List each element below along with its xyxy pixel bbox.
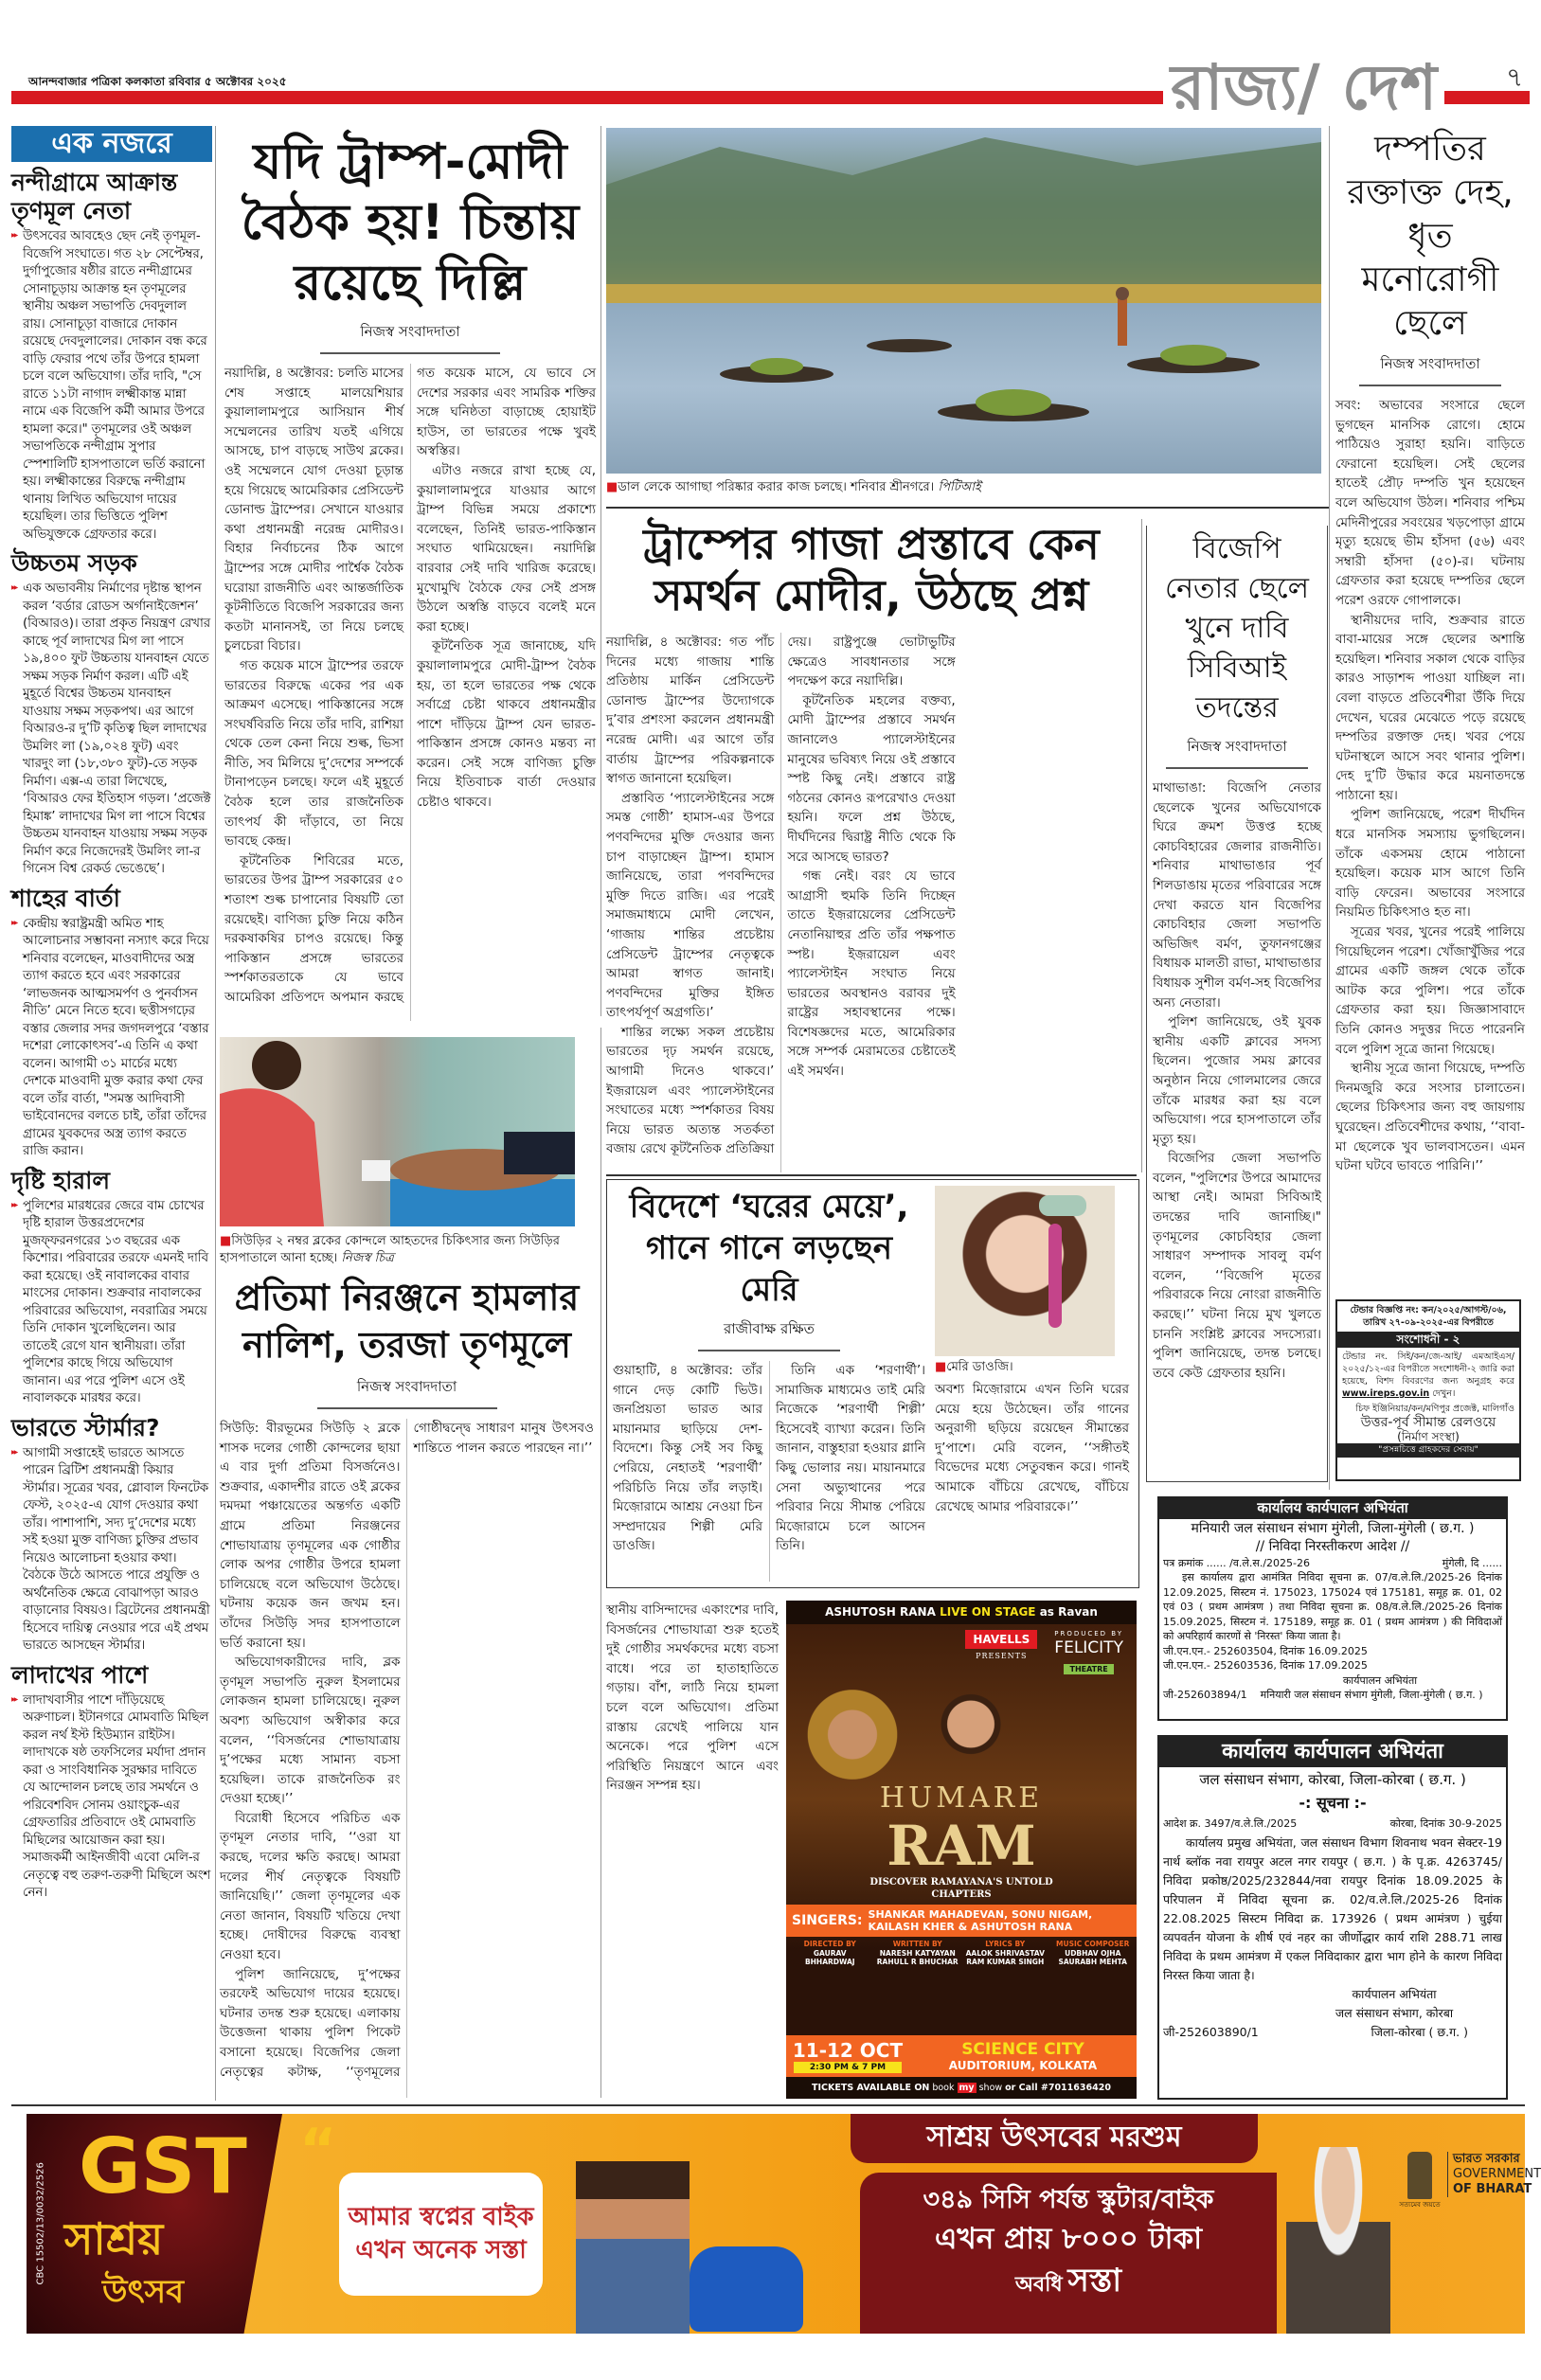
credit-role: WRITTEN BY bbox=[892, 1940, 942, 1948]
story-headline: বিজেপি নেতার ছেলে খুনে দাবি সিবিআই তদন্তের bbox=[1164, 532, 1310, 725]
notice-body: कार्यालय प्रमुख अभियंता, जल संसाधन विभाग शिवनाथ भवन सेक्टर-19 नार्थ ब्लॉक नवा रायपुर अटल नगर रायपुर ( छ.ग. ) के पृ.क्र. 4263745/निविदा प्रकोष्ठ/2025/232844/नवा रायपुर दिनांक 18.09.2025 के परिपालन में निविदा सूचना क्र. 02/व.ले.लि./2025-26 दिनांक 22.08.2025 सिस्टम निविदा क्र. 173926 ( प्रथम आमंत्रण ) चुईया व्यपवर्तन योजना के शीर्ष एवं नहर का जीर्णोद्धार कार्य राशि 288.71 लाख निविदा के प्रथम आमंत्रण में एकल निविदाकार द्वारा भाग होने के कारण निविदा निरस्त किया जाता है। bbox=[1163, 1835, 1502, 1982]
notice-org: मनियारी जल संसाधन संभाग मुंगेली, जिला-मुंगेली ( छ.ग. ) bbox=[1191, 1520, 1475, 1536]
sidebar-item-headline: দৃষ্টি হারাল bbox=[11, 1166, 110, 1194]
byline: নিজস্ব সংবাদদাতা bbox=[1359, 353, 1501, 386]
divider bbox=[606, 507, 1329, 509]
column-rule bbox=[1329, 126, 1330, 1490]
story-body bbox=[224, 364, 596, 1021]
felicity-theatre: THEATRE bbox=[1064, 1664, 1113, 1674]
story-gaza bbox=[606, 519, 1137, 1172]
railway-name: উত্তর-পূর্ব সীমান্ত রেলওয়ে bbox=[1360, 1415, 1496, 1430]
notice-sign: कार्यपालन अभियंता bbox=[1342, 1673, 1418, 1687]
story-headline: যদি ট্রাম্প-মোদী বৈঠক হয়! চিন্তায় রয়েছে দিল্লি bbox=[241, 134, 580, 312]
ad-dates: 11-12 OCT bbox=[792, 2039, 904, 2062]
felicity-logo: FELICITY bbox=[1054, 1638, 1123, 1657]
credit-role: DIRECTED BY bbox=[803, 1940, 856, 1948]
ad-credit bbox=[876, 1940, 959, 1967]
notice-sign: जिला-कोरबा ( छ.ग. ) bbox=[1371, 2025, 1468, 2039]
sidebar-item-body: ▶▶ উৎসবের আবহেও ছেদ নেই তৃণমূল-বিজেপি সংঘাতে। গত ২৮ সেপ্টেম্বর, দুর্গাপুজোর ষষ্ঠীর রাতে নন্দীগ্রামের সোনাচূড়ায় আক্রান্ত হন তৃণমূলের স্থানীয় অঞ্চল সভাপতি দেবদুলাল রায়। সোনাচূড়া বাজারে দোকান রয়েছে দেবদুলালের। দোকান বন্ধ করে বাড়ি ফেরার পথে তাঁর উপরে হামলা চলে বলে অভিযোগ। তাঁর দাবি, "সে রাতে ১১টা নাগাদ লক্ষ্মীকান্ত মান্না নামে এক বিজেপি কর্মী আমার উপরে হামলা করে।" তৃণমূলের ওই অঞ্চল সভাপতিকে নন্দীগ্রাম সুপার স্পেশালিটি হাসপাতালে ভর্তি করানো হয়। লক্ষ্মীকান্তের বিরুদ্ধে নন্দীগ্রাম থানায় লিখিত অভিযোগ দায়ের হয়েছিল। তার ভিত্তিতে পুলিশ অভিযুক্তকে গ্রেফতার করে। bbox=[11, 227, 212, 543]
ad-credit bbox=[788, 1940, 871, 1967]
ad-venue: SCIENCE CITY bbox=[961, 2039, 1084, 2059]
sidebar-item-headline: লাদাখের পাশে bbox=[11, 1660, 149, 1689]
credit-names: NARESH KATYAYAN RAHULL R BHUCHAR bbox=[876, 1948, 959, 1966]
notice-sign: कार्यपालन अभियंता bbox=[1352, 1987, 1437, 2001]
story-paragraph: কূটনৈতিক সূত্র জানাচ্ছে, যদি কুয়ালালামপুরে মোদী-ট্রাম্প বৈঠক হয়, তা হলে ভারতের পক্ষ থেকে সর্বাগ্রে চেষ্টা থাকবে প্রধানমন্ত্রীর পাশে দাঁড়িয়ে ট্রাম্প যেন ভারত-পাকিস্তান প্রসঙ্গে কোনও মন্তব্য না করেন। সেই সঙ্গে বাণিজ্য চুক্তি নিয়ে ইতিবাচক বার্তা দেওয়ার চেষ্টাও থাকবে। bbox=[417, 638, 596, 811]
column-rule bbox=[600, 1028, 601, 2098]
emblem-motto: সত্যমেব জয়তে bbox=[1399, 2201, 1441, 2209]
singers-list: SHANKAR MAHADEVAN, SONU NIGAM, KAILASH KHER & ASHUTOSH RANA bbox=[868, 1908, 1093, 1933]
sidebar-item-body: ▶▶ আগামী সপ্তাহেই ভারতে আসতে পারেন ব্রিটিশ প্রধানমন্ত্রী কিয়ার স্টার্মার। সূত্রের খবর, গ্লোবাল ফিনটেক ফেস্ট, ২০২৫-এ যোগ দেওয়ার কথা তাঁর। পাশাপাশি, সদ্য দু’দেশের মধ্যে সই হওয়া মুক্ত বাণিজ্য চুক্তির প্রভাব নিয়েও আলোচনা হওয়ার কথা। বৈঠকে উঠে আসতে পারে প্রযুক্তি ও অর্থনৈতিক ক্ষেত্রে বোঝাপড়া আরও বাড়ানোর বিষয়ও। ব্রিটেনের প্রধানমন্ত্রী হিসেবে দায়িত্ব নেওয়ার পরে এই প্রথম ভারতে আসছেন স্টার্মার। bbox=[11, 1444, 212, 1655]
story-mary bbox=[606, 1179, 1139, 1588]
lake-boats-illustration bbox=[606, 128, 1321, 474]
photo-credit: পিটিআই bbox=[938, 480, 981, 494]
story-body bbox=[1153, 778, 1321, 1477]
gst-brand-c: উৎসব bbox=[102, 2273, 185, 2311]
hair-bow bbox=[1039, 1195, 1086, 1216]
bms-show: show bbox=[978, 2083, 1003, 2093]
sidebar-at-a-glance bbox=[11, 126, 216, 2101]
ad-venue-city: AUDITORIUM, KOLKATA bbox=[948, 2058, 1098, 2072]
dateline: কলকাতা রবিবার ৫ অক্টোবর ২০২৫ bbox=[125, 75, 287, 88]
story-paragraph: পুলিশ জানিয়েছে, দু’পক্ষের তরফেই অভিযোগ দায়ের হয়েছে। ঘটনার তদন্ত শুরু হয়েছে। এলাকায় উত্তেজনা থাকায় পুলিশ পিকেট বসানো হয়েছে। বিজেপির জেলা নেতৃত্বের কটাক্ষ, ‘‘তৃণমূলের গোষ্ঠীদ্বন্দ্বে সাধারণ মানুষ উৎসবও শান্তিতে পালন করতে পারছেন না।’’ bbox=[220, 1421, 594, 2080]
story-body bbox=[606, 633, 1137, 1172]
story-paragraph: নয়াদিল্লি, ৪ অক্টোবর: গত পাঁচ দিনের মধ্যে গাজায় শান্তি প্রতিষ্ঠায় মার্কিন প্রেসিডেন্ট ডোনাল্ড ট্রাম্পের উদ্যোগকে দু’বার প্রশংসা করলেন প্রধানমন্ত্রী নরেন্দ্র মোদী। এর আগে তাঁর বার্তায় ট্রাম্পের পরিকল্পনাকে স্বাগত জানানো হয়েছিল। bbox=[606, 635, 775, 787]
sidebar-item bbox=[11, 1661, 212, 1902]
ad-produced-by: PRODUCED BY bbox=[1054, 1630, 1123, 1637]
caption-text: ডাল লেকে আগাছা পরিষ্কার করার কাজ চলছে। শনিবার শ্রীনগরে। bbox=[618, 480, 935, 494]
sidebar-title: এক নজরে bbox=[11, 126, 212, 162]
young-man-photo bbox=[576, 2161, 690, 2334]
byline: নিজস্ব সংবাদদাতা bbox=[317, 1376, 497, 1409]
ad-tagline: DISCOVER RAMAYANA'S UNTOLD CHAPTERS bbox=[869, 1877, 1053, 1900]
bms-book: book bbox=[932, 2083, 955, 2093]
gov-en-2: OF BHARAT bbox=[1453, 2182, 1532, 2196]
notice-subtitle: সংশোধনী - ২ bbox=[1337, 1332, 1519, 1348]
ad-code: CBC 15502/13/0032/2526 bbox=[35, 2162, 46, 2285]
credit-names: AALOK SHRIVASTAV RAM KUMAR SINGH bbox=[965, 1948, 1045, 1966]
national-emblem-icon bbox=[1407, 2152, 1432, 2199]
photo-caption bbox=[220, 1233, 584, 1267]
havells-logo: HAVELLS bbox=[965, 1630, 1037, 1649]
ad-gst-savings[interactable] bbox=[27, 2114, 1541, 2334]
sidebar-item-body: ▶▶ কেন্দ্রীয় স্বরাষ্ট্রমন্ত্রী অমিত শাহ আলোচনার সম্ভাবনা নস্যাৎ করে দিয়ে শনিবার বলেছেন, মাওবাদীদের অস্ত্র ত্যাগ করতে হবে এবং সরকারের ‘লাভজনক আত্মসমর্পণ ও পুনর্বাসন নীতি’ মেনে নিতে হবে। ছত্তীসগঢ়ের বস্তার জেলার সদর জগদলপুরে ‘বস্তার দশেরা লোকোৎসব’-এ তিনি এ কথা বলেন। আগামী ৩১ মার্চের মধ্যে দেশকে মাওবাদী মুক্ত করার কথা ফের বলে তাঁর বার্তা, "সমস্ত আদিবাসী ভাইবোনদের বলতে চাই, তাঁরা তাঁদের গ্রামের যুবকদের অস্ত্র ত্যাগ করতে রাজি করান। bbox=[11, 915, 212, 1160]
caption-text: সিউড়ির ২ নম্বর ব্লকের কোন্দলে আহতদের চিকিৎসার জন্য সিউড়ির হাসপাতালে আনা হচ্ছে। bbox=[220, 1234, 560, 1265]
gst-brand-b: সাশ্রয় bbox=[64, 2213, 164, 2264]
notice-title: -: सूचना :- bbox=[1299, 1794, 1367, 1812]
story-body bbox=[1335, 396, 1525, 1293]
notice-org: जल संसाधन संभाग, कोरबा, जिला-कोरबा ( छ.ग. ) bbox=[1199, 1771, 1466, 1788]
notice-heading: कार्यालय कार्यपालन अभियंता bbox=[1159, 1737, 1506, 1767]
story-bjp-cbi bbox=[1146, 526, 1328, 1482]
credit-role: LYRICS BY bbox=[985, 1940, 1026, 1948]
notice-ref: आदेश क्र. 3497/व.ले.लि./2025 bbox=[1163, 1817, 1298, 1830]
ad-banner-title: সাশ্রয় উৎসবের মরশুম bbox=[851, 2114, 1258, 2163]
story-pratima bbox=[220, 1274, 594, 2098]
sidebar-item-body: ▶▶ পুলিশের মারধরের জেরে বাম চোখের দৃষ্টি হারাল উত্তরপ্রদেশের মুজফ্‌ফরনগরের ১৩ বছরের এক কিশোর। পরিবারের তরফে এমনই দাবি করা হয়েছে। ওই নাবালকের বাবার মাংসের দোকান। শুক্রবার নাবালকের পরিবারের অভিযোগ, নবরাত্রির সময়ে তিনি দোকান খুলেছিলেন। আর তাতেই রেগে যান স্থানীয়রা। তাঁরা পুলিশের কাছে গিয়ে অভিযোগ জানান। এর পরে পুলিশ এসে ওই নাবালককে মারধর করে। bbox=[11, 1197, 212, 1407]
notice-mungeli bbox=[1157, 1496, 1508, 1721]
story-headline: বিদেশে ‘ঘরের মেয়ে’, গানে গানে লড়ছেন মেরি bbox=[629, 1188, 909, 1309]
story-paragraph: পুলিশ জানিয়েছে, ওই যুবক স্থানীয় একটি ক্লাবের সদস্য ছিলেন। পুজোর সময় ক্লাবের অনুষ্ঠান নিয়ে গোলমালের জেরে তাঁকে মারধর করা হয় বলে অভিযোগ। পরে হাসপাতালে তাঁর মৃত্যু হয়। bbox=[1153, 1014, 1321, 1147]
column-rule bbox=[600, 126, 601, 1016]
story-paragraph: বিজেপির জেলা সভাপতি বলেন, "পুলিশের উপরে আমাদের আস্থা নেই। আমরা সিবিআই তদন্তের দাবি জানাচ্ছি।" তৃণমূলের কোচবিহার জেলা সাধারণ সম্পাদক সাবলু বর্মণ বলেন, ‘‘বিজেপি মৃতের পরিবারকে নিয়ে নোংরা রাজনীতি করছে।’’ ঘটনা নিয়ে মুখ খুলতে চাননি সংশ্লিষ্ট ক্লাবের সদস্যেরা। পুলিশ জানিয়েছে, তদন্ত চলছে। তবে কেউ গ্রেফতার হয়নি। bbox=[1153, 1151, 1321, 1381]
ad-role: as Ravan bbox=[1039, 1605, 1098, 1619]
ad-humare-ram[interactable] bbox=[786, 1601, 1137, 2099]
photo-credit: নিজস্ব চিত্র bbox=[341, 1251, 394, 1265]
sidebar-item bbox=[11, 885, 212, 1160]
story-pratima-continued bbox=[606, 1601, 779, 2098]
notice-title: // निविदा निरस्तीकरण आदेश // bbox=[1255, 1538, 1410, 1554]
sidebar-item-body: ▶▶ লাদাখবাসীর পাশে দাঁড়িয়েছে অরুণাচল। ইটানগরে মোমবাতি মিছিল করল নর্থ ইস্ট হিউম্যান রাইটস। লাদাখকে ষষ্ঠ তফসিলের মর্যাদা প্রদান করা ও সাংবিধানিক সুরক্ষার দাবিতে যে আন্দোলন চলছে তার সমর্থনে ও পরিবেশবিদ সোনম ওয়াংচুক-এর গ্রেফতারির প্রতিবাদে ওই মোমবাতি মিছিলের আয়োজন করা হয়। সমাজকর্মী আইনজীবী এবো মেলি-র নেতৃত্বে বহু তরুণ-তরুণী মিছিলে অংশ নেন। bbox=[11, 1691, 212, 1902]
story-paragraph: নয়াদিল্লি, ৪ অক্টোবর: চলতি মাসের শেষ সপ্তাহে মালয়েশিয়ার কুয়ালালামপুরে আসিয়ান শীর্ষ সম্মেলনের তারিখ যতই এগিয়ে আসছে, চাপ বাড়ছে সাউথ ব্লকের। ওই সম্মেলনে যোগ দেওয়া চূড়ান্ত হয়ে গিয়েছে আমেরিকার প্রেসিডেন্ট ডোনাল্ড ট্রাম্পের। সেখানে যাওয়ার কথা প্রধানমন্ত্রী নরেন্দ্র মোদীরও। বিহার নির্বাচনের ঠিক আগে ট্রাম্পের সঙ্গে মোদীর পার্শ্বৈক বৈঠক ঘরোয়া রাজনীতি এবং আন্তর্জাতিক কূটনীতিতে বিজেপি সরকারের জন্য কতটা মানানসই, তা নিয়ে চলছে চুলচেরা বিচার। bbox=[224, 366, 403, 654]
ad-presents: PRESENTS bbox=[976, 1652, 1028, 1660]
notice-signatory: চিফ ইঞ্জিনিয়ার/কন/মণিপুর প্রজেক্ট, মালিগাঁও bbox=[1355, 1404, 1514, 1414]
ad-title-humare: HUMARE bbox=[879, 1781, 1044, 1815]
photo-caption bbox=[606, 479, 1321, 496]
sidebar-item bbox=[11, 1167, 212, 1407]
story-headline: দম্পতির রক্তাক্ত দেহ, ধৃত মনোরোগী ছেলে bbox=[1347, 130, 1514, 343]
notice-gnn: जी.एन.एन.- 252603504, दिनांक 16.09.2025 bbox=[1163, 1644, 1368, 1657]
divider bbox=[11, 2104, 1525, 2106]
sidebar-item-headline: নন্দীগ্রামে আক্রান্ত তৃণমূল নেতা bbox=[11, 169, 178, 224]
story-paragraph: শান্তির লক্ষ্যে সকল প্রচেষ্টায় ভারতের দৃঢ় সমর্থন রয়েছে, আগামী দিনেও থাকবে।’ ইজ়রায়েল এবং প্যালেস্টাইনের সংঘাতের মধ্যে স্পর্শকাতর বিষয় নিয়ে ভারত অত্যন্ত সতর্কতা বজায় রেখে কূটনৈতিক প্রতিক্রিয়া দেয়। রাষ্ট্রপুঞ্জে ভোটাভুটির ক্ষেত্রেও সাবধানতার সঙ্গে পদক্ষেপ করে নয়াদিল্লি। bbox=[606, 635, 956, 1157]
sidebar-item-headline: ভারতে স্টার্মার? bbox=[11, 1413, 160, 1441]
ad-credit bbox=[1051, 1940, 1135, 1967]
ad-figures bbox=[786, 1677, 1137, 1781]
masthead-dateline bbox=[28, 74, 286, 93]
pink-hair-streak bbox=[1048, 1224, 1062, 1328]
gov-hindi: ভারত সরকার bbox=[1453, 2152, 1520, 2166]
notice-sign: जल संसाधन संभाग, कोरबा bbox=[1335, 2006, 1454, 2020]
ram-figure bbox=[919, 1677, 1023, 1781]
notice-gnn: जी.एन.एन.- 252603536, दिनांक 17.09.2025 bbox=[1163, 1659, 1368, 1672]
ad-offer-cheap: সস্তা bbox=[1067, 2262, 1122, 2299]
sidebar-item-body: ▶▶ এক অভাবনীয় নির্মাণের দৃষ্টান্ত স্থাপন করল ‘বর্ডার রোডস অর্গানাইজেশন’ (বিআরও)। তারা প্রকৃত নিয়ন্ত্রণ রেখার কাছে পূর্ব লাদাখের মিগ লা পাসে ১৯,৪০০ ফুট উচ্চতায় যানবাহন যেতে সক্ষম সড়ক নির্মাণ করল। এটি এই মুহূর্তে বিশ্বের উচ্চতম যানবাহন যাওয়ায় সক্ষম সড়কপথ। এর আগে বিআরও-র দু’টি কৃতিত্ব ছিল লাদাখের উমলিং লা (১৯,০২৪ ফুট) এবং খারদুং লা (১৮,৩৮০ ফুট)-তে সড়ক নির্মাণ। এক্স-এ তারা লিখেছে, ‘বিআরও ফের ইতিহাস গড়ল। ‘প্রজেক্ট হিমাঙ্ক’ লাদাখের মিগ লা পাসে বিশ্বের উচ্চতম যানবাহন যাওয়ায় সক্ষম সড়ক নির্মাণ করে নিজেদেরই উমলিং লা-র গিনেস বিশ্ব রেকর্ড ভেঙেছে’। bbox=[11, 580, 212, 878]
motorbike-photo bbox=[690, 2246, 803, 2332]
hospital-scene-illustration bbox=[220, 1037, 575, 1226]
story-paragraph: সবং: অভাবের সংসারে ছেলে ভুগছেন মানসিক রোগে। হোমে পাঠিয়েও সুরাহা হয়নি। বাড়িতে ফেরানো হয়েছিল। সেই ছেলের হাতেই প্রৌঢ় দম্পতি খুন হয়েছেন বলে অভিযোগ উঠল। শনিবার পশ্চিম মেদিনীপুরের সবংয়ের খড়পোড়া গ্রামে মৃত্যু হয়েছে ভীম হাঁসদা (৫৬) এবং সম্বারী হাঁসদা (৫০)-র। ঘটনায় গ্রেফতার করা হয়েছে দম্পতির ছেলে পরেশ ওরফে গোপালকে। bbox=[1335, 398, 1525, 608]
tender-number: টেন্ডার বিজ্ঞপ্তি নং: কন/২০২৫/আগস্ট/০৬, তারিখ ২৭-০৯-২০২৫-এর বিপরীতে bbox=[1350, 1305, 1507, 1328]
gst-logo: GST bbox=[79, 2122, 247, 2210]
railway-tagline: "প্রসন্নচিত্তে গ্রাহকদের সেবায়" bbox=[1337, 1443, 1519, 1458]
story-paragraph: বিরোধী হিসেবে পরিচিত এক তৃণমূল নেতার দাবি, ‘‘ওরা যা করছে, দলের ক্ষতি করছে। আমরা দলের শীর্ষ নেতৃত্বকে বিষয়টি জানিয়েছি।’’ জেলা তৃণমূলের এক নেতা জানান, বিষয়টি খতিয়ে দেখা হচ্ছে। দোষীদের বিরুদ্ধে ব্যবস্থা নেওয়া হবে। bbox=[220, 1810, 401, 1963]
sidebar-item bbox=[11, 549, 212, 878]
paper-name: আনন্দবাজার পত্রিকা bbox=[28, 75, 122, 88]
ad-offer-line2: এখন প্রায় ৮০০০ টাকা bbox=[934, 2222, 1203, 2256]
notice-body: টেন্ডার নং. সিই/কন/জে-আই/ এমআইএস/ ২০২৫/১২-এর বিপরীতে সংশোধনী-২ জারি করা হয়েছে, বিশদ বিবরণের জন্য অনুগ্রহ করে bbox=[1342, 1351, 1514, 1387]
story-paragraph: গত কয়েক মাসে ট্রাম্পের তরফে ভারতের বিরুদ্ধে একের পর এক আক্রমণ এসেছে। পাকিস্তানের সঙ্গে সংঘর্ষবিরতি নিয়ে তাঁর দাবি, রাশিয়া থেকে তেল কেনা নিয়ে শুল্ক, ভিসা নীতি, সব মিলিয়ে দু’দেশের সম্পর্কে টানাপড়েন চলছে। ফলে এই মুহূর্তে বৈঠক হলে তার রাজনৈতিক তাৎপর্য কী দাঁড়াবে, তা নিয়ে ভাবছে কেন্দ্র। bbox=[224, 657, 403, 850]
notice-railway-tender bbox=[1335, 1299, 1521, 1481]
gov-en-1: GOVERNMENT bbox=[1453, 2167, 1541, 2181]
story-body bbox=[613, 1361, 925, 1582]
ad-actor: ASHUTOSH RANA bbox=[825, 1605, 936, 1619]
story-paragraph: স্থানীয় বাসিন্দাদের একাংশের দাবি, বিসর্জনের শোভাযাত্রা শুরু হতেই দুই গোষ্ঠীর সমর্থকদের মধ্যে বচসা বাধে। পরে তা হাতাহাতিতে গড়ায়। বাঁশ, লাঠি নিয়ে হামলা চলে বলে অভিযোগ। প্রতিমা রাস্তায় রেখেই পালিয়ে যান অনেকে। পরে পুলিশ এসে পরিস্থিতি নিয়ন্ত্রণে আনে এবং নিরঞ্জন সম্পন্ন হয়। bbox=[606, 1602, 779, 1794]
sidebar-item-headline: উচ্চতম সড়ক bbox=[11, 549, 137, 577]
singers-label: SINGERS: bbox=[792, 1913, 863, 1928]
story-paragraph: কূটনৈতিক মহলের বক্তব্য, মোদী ট্রাম্পের প্রস্তাবে সমর্থন জানালেও প্যালেস্টাইনের মানুষের ভবিষ্যৎ নিয়ে ওই প্রস্তাবে স্পষ্ট কিছু নেই। প্রস্তাবে রাষ্ট্র গঠনের কোনও রূপরেখাও দেওয়া হয়নি। ফলে প্রশ্ন উঠছে, দীর্ঘদিনের দ্বিরাষ্ট্র নীতি থেকে কি সরে আসছে ভারত? bbox=[787, 692, 956, 865]
story-body bbox=[220, 1419, 594, 2098]
photo-hospital bbox=[220, 1037, 575, 1226]
story-paragraph: সিউড়ি: বীরভূমের সিউড়ি ২ ব্লকে শাসক দলের গোষ্ঠী কোন্দলের ছায়া এ বার দুর্গা প্রতিমা বিসর্জনেও। শুক্রবার, একাদশীর রাতে ওই ব্লকের দমদমা পঞ্চায়েতের অন্তর্গত একটি গ্রামে প্রতিমা নিরঞ্জনের শোভাযাত্রায় তৃণমূলের এক গোষ্ঠীর লোক অপর গোষ্ঠীর উপরে হামলা চালিয়েছে বলে অভিযোগ উঠেছে। ঘটনায় কয়েক জন জখম হন। তাঁদের সিউড়ি সদর হাসপাতালে ভর্তি করানো হয়। bbox=[220, 1421, 401, 1651]
story-headline: ট্রাম্পের গাজা প্রস্তাবে কেন সমর্থন মোদীর, উঠছে প্রশ্ন bbox=[643, 519, 1100, 620]
ad-live: LIVE ON STAGE bbox=[940, 1605, 1036, 1619]
story-paragraph: গন্ধ নেই। বরং যে ভাবে আগ্রাসী হুমকি তিনি দিচ্ছেন তাতে ইজ়রায়েলের প্রেসিডেন্ট নেতানিয়াহুর প্রতি তাঁর পক্ষপাত স্পষ্ট। ইজ়রায়েল এবং প্যালেস্টাইন সংঘাত নিয়ে ভারতের অবস্থানও বরাবর দুই রাষ্ট্রের সহাবস্থানের পক্ষে। বিশেষজ্ঞদের মতে, আমেরিকার সঙ্গে সম্পর্ক মেরামতের চেষ্টাতেই এই সমর্থন। bbox=[787, 868, 956, 1080]
sidebar-item bbox=[11, 1414, 212, 1655]
notice-body: इस कार्यालय द्वारा आमंत्रित निविदा सूचना क्र. 07/व.ले.लि./2025-26 दिनांक 12.09.2025, सिस्टम नं. 175023, 175024 एवं 175181, समूह क्र. 01, 02 एवं 03 ( प्रथम आमंत्रण ) तथा निविदा सूचना क्र. 08/व.ले.लि./2025-26 दिनांक 15.09.2025, सिस्टम नं. 175189, समूह क्र. 01 ( प्रथम आमंत्रण ) की निविदाओं को अपरिहार्य कारणों से 'निरस्त' किया जाता है। bbox=[1163, 1571, 1502, 1642]
notice-place: कोरबा, दिनांक 30-9-2025 bbox=[1389, 1817, 1502, 1830]
column-rule bbox=[1141, 519, 1142, 1172]
photo-caption: ■ মেরি ডাওজি। bbox=[935, 1359, 1129, 1376]
notice-footer-org: मनियारी जल संसाधन संभाग मुंगेली, जिला-मुंगेली ( छ.ग. ) bbox=[1260, 1689, 1483, 1701]
story-paragraph: পুলিশ জানিয়েছে, পরেশ দীর্ঘদিন ধরে মানসিক সমস্যায় ভুগছিলেন। তাঁকে একসময় হোমে পাঠানো হয়েছিল। কয়েক মাস আগে তিনি বাড়ি ফেরেন। অভাবের সংসারে নিয়মিত চিকিৎসাও হত না। bbox=[1335, 807, 1525, 921]
story-paragraph: কূটনৈতিক শিবিরের মতে, ভারতের উপর ট্রাম্প সরকারের ৫০ শতাংশ শুল্ক চাপানোর বিষয়টি তো রয়েছেই। বাণিজ্য চুক্তি নিয়ে কঠিন দরকষাকষির চাপও রয়েছে। কিন্তু পাকিস্তান প্রসঙ্গে ভারতের স্পর্শকাতরতাকে যে ভাবে আমেরিকা প্রতিপদে অপমান করছে গত কয়েক মাসে, যে ভাবে সে দেশের সরকার এবং সামরিক শক্তির সঙ্গে ঘনিষ্ঠতা বাড়াচ্ছে হোয়াইট হাউস, তা ভারতের পক্ষে খুবই অস্বস্তির। bbox=[224, 366, 596, 1005]
story-paragraph: স্থানীয় সূত্রে জানা গিয়েছে, দম্পতি দিনমজুরি করে সংসার চালাতেন। ছেলের চিকিৎসার জন্য বহু জায়গায় ঘুরেছেন। প্রতিবেশীদের কথায়, ‘‘বাবা-মা ছেলেকে খুব ভালবাসতেন। এমন ঘটনা ঘটবে ভাবতে পারিনি।’’ bbox=[1335, 1061, 1526, 1174]
notice-ref: पत्र क्रमांक ...... /व.ले.स./2025-26 bbox=[1163, 1556, 1310, 1569]
credit-role: MUSIC COMPOSER bbox=[1056, 1940, 1130, 1948]
pm-photo bbox=[1286, 2147, 1390, 2334]
photo-mary bbox=[935, 1186, 1115, 1356]
story-paragraph: স্থানীয়দের দাবি, শুক্রবার রাতে বাবা-মায়ের সঙ্গে ছেলের অশান্তি হয়েছিল। শনিবার সকাল থেকে বাড়ির কারও সাড়াশব্দ পাওয়া যাচ্ছিল না। বেলা বাড়তে প্রতিবেশীরা উঁকি দিয়ে দেখেন, ঘরের মেঝেতে পড়ে রয়েছে দম্পতির রক্তাক্ত দেহ। খবর পেয়ে ঘটনাস্থলে আসে সবং থানার পুলিশ। দেহ দু’টি উদ্ধার করে ময়নাতদন্তে পাঠানো হয়। bbox=[1335, 612, 1525, 803]
ad-phone: or Call #7011636420 bbox=[1005, 2083, 1111, 2093]
ad-offer-line1: ৩৪৯ সিসি পর্যন্ত স্কুটার/বাইক bbox=[923, 2185, 1214, 2214]
notice-korba bbox=[1157, 1735, 1508, 2100]
ireps-link[interactable]: www.ireps.gov.in bbox=[1342, 1388, 1430, 1399]
page-number: ৭ bbox=[1506, 62, 1524, 93]
ad-title-ram: RAM bbox=[887, 1814, 1036, 1878]
ad-credit bbox=[963, 1940, 1047, 1967]
photo-dal-lake bbox=[606, 128, 1321, 474]
story-paragraph: সূত্রের খবর, খুনের পরেই পালিয়ে গিয়েছিলেন পরেশ। খোঁজাখুঁজির পরে গ্রামের একটি জঙ্গল থেকে তাঁকে আটক করে পুলিশ। পরে তাঁকে গ্রেফতার করা হয়। জিজ্ঞাসাবাদে তিনি কোনও সদুত্তর দিতে পারেননি বলে পুলিশ সূত্রে জানা গিয়েছে। bbox=[1335, 924, 1525, 1057]
notice-place: मुंगेली, दि ...... bbox=[1442, 1556, 1502, 1569]
credit-names: GAURAV BHHARDWAJ bbox=[804, 1948, 855, 1966]
divider bbox=[606, 1174, 1137, 1176]
notice-body-suffix: দেখুন। bbox=[1432, 1388, 1456, 1399]
sidebar-item-headline: শাহের বার্তা bbox=[11, 884, 120, 912]
quote-mark-icon: “ bbox=[299, 2117, 337, 2183]
notice-code: जी-252603894/1 bbox=[1163, 1689, 1247, 1701]
byline: রাজীবাক্ষ রক্ষিত bbox=[698, 1318, 840, 1351]
ad-offer-line3: অবধি bbox=[1014, 2273, 1063, 2297]
story-couple bbox=[1335, 128, 1525, 1293]
story-paragraph: মাথাভাঙা: বিজেপি নেতার ছেলেকে খুনের অভিযোগকে ঘিরে ক্রমশ উত্তপ্ত হচ্ছে কোচবিহারের জেলার রাজনীতি। শনিবার মাথাভাঙার পূর্ব শিলডাঙায় মৃতের পরিবারের সঙ্গে দেখা করতে যান বিজেপির কোচবিহার জেলা সভাপতি অভিজিৎ বর্মণ, তুফানগঞ্জের বিধায়ক মালতী রাভা, মাথাভাঙার বিধায়ক সুশীল বর্মণ-সহ বিজেপির অন্য নেতারা। bbox=[1153, 780, 1321, 1011]
bms-my: my bbox=[959, 2083, 975, 2093]
story-headline: প্রতিমা নিরঞ্জনে হামলার নালিশ, তরজা তৃণমূলে bbox=[234, 1277, 580, 1366]
ad-credits bbox=[786, 1937, 1137, 1970]
story-paragraph: এটাও নজরে রাখা হচ্ছে যে, কুয়ালালামপুরে যাওয়ার আগে ট্রাম্প বিভিন্ন সময়ে প্রকাশ্যে বলেছেন, তিনিই ভারত-পাকিস্তান সংঘাত থামিয়েছেন। নয়াদিল্লি বারবার সেই দাবি খারিজ করেছে। মুখোমুখি বৈঠকে ফের সেই প্রসঙ্গ উঠলে অস্বস্তি বাড়বে বলেই মনে করা হচ্ছে। bbox=[417, 462, 596, 635]
ravan-figure bbox=[796, 1677, 909, 1781]
story-paragraph: অবশ্য মিজ়োরামে এখন তিনি ঘরের মেয়ে হয়ে উঠেছেন। তাঁর গানের অনুরাগী ছড়িয়ে রয়েছেন সীমান্তের দু’পাশে। মেরি বলেন, ‘‘সঙ্গীতই বিভেদের মধ্যে সেতুবন্ধন করে। গানই আমাকে বাঁচিয়ে রেখেছে, বাঁচিয়ে রেখেছে আমার পরিবারকে।’’ bbox=[935, 1382, 1129, 1514]
notice-heading: कार्यालय कार्यपालन अभियंता bbox=[1159, 1498, 1506, 1519]
story-paragraph: অভিযোগকারীদের দাবি, ব্লক তৃণমূল সভাপতি নুরুল ইসলামের লোকজন হামলা চালিয়েছে। নুরুল অবশ্য অভিযোগ অস্বীকার করে বলেন, ‘‘বিসর্জনের শোভাযাত্রায় দু’পক্ষের মধ্যে সামান্য বচসা হয়েছিল। তাকে রাজনৈতিক রং দেওয়া হচ্ছে।’’ bbox=[220, 1655, 401, 1807]
ad-tickets-label: TICKETS AVAILABLE ON bbox=[812, 2083, 930, 2093]
credit-names: UDBHAV OJHA SAURABH MEHTA bbox=[1058, 1948, 1127, 1966]
story-body-end bbox=[935, 1380, 1129, 1582]
byline: নিজস্ব সংবাদদাতা bbox=[320, 321, 500, 354]
sidebar-item bbox=[11, 169, 212, 543]
speech-bubble-quote: আমার স্বপ্নের বাইক এখন অনেক সস্তা bbox=[339, 2173, 543, 2296]
notice-code: जी-252603890/1 bbox=[1163, 2025, 1259, 2039]
story-paragraph: তিনি এক ‘শরণার্থী’। সামাজিক মাধ্যমেও তাই মেরি নিজেকে ‘শরণার্থী শিল্পী’ হিসেবেই ব্যাখ্যা করেন। তিনি জানান, বাস্তুহারা হওয়ার গ্লানি কিছু ভোলার নয়। মায়ানমারে সেনা অভ্যুত্থানের পরে পরিবার নিয়ে সীমান্ত পেরিয়ে মিজ়োরামে চলে আসেন তিনি। bbox=[776, 1363, 925, 1554]
byline: নিজস্ব সংবাদদাতা bbox=[1166, 736, 1308, 769]
ad-times: 2:30 PM & 7 PM bbox=[794, 2062, 902, 2073]
story-trump-modi bbox=[224, 126, 596, 1021]
story-paragraph: গুয়াহাটি, ৪ অক্টোবর: তাঁর গানে দেড় কোটি ভিউ। জনপ্রিয়তা ভারত আর মায়ানমার ছাড়িয়ে দেশ-বিদেশে। কিন্তু সেই সব কিছু পেরিয়ে, নেহাতই ‘শরণার্থী’ পরিচিতি নিয়ে তাঁর লড়াই। মিজ়োরামে আশ্রয় নেওয়া চিন সম্প্রদায়ের শিল্পী মেরি ডাওজি। bbox=[613, 1363, 762, 1554]
story-paragraph: প্রস্তাবিত ‘প্যালেস্টাইনের সঙ্গে সমস্ত গোষ্ঠী’ হামাস-এর উপরে পণবন্দিদের মুক্তি দেওয়ার জন্য চাপ বাড়াচ্ছেন ট্রাম্প। হামাস জানিয়েছে, তারা পণবন্দিদের মুক্তি দিতে রাজি। এর পরেই সমাজমাধ্যমে মোদী লেখেন, ‘গাজায় শান্তির প্রচেষ্টায় প্রেসিডেন্ট ট্রাম্পের নেতৃত্বকে আমরা স্বাগত জানাই। পণবন্দিদের মুক্তির ইঙ্গিত তাৎপর্যপূর্ণ অগ্রগতি।’ bbox=[606, 790, 775, 1021]
section-title: রাজ্য/ দেশ bbox=[1163, 53, 1444, 123]
railway-subname: (নির্মাণ সংস্থা) bbox=[1397, 1430, 1460, 1443]
